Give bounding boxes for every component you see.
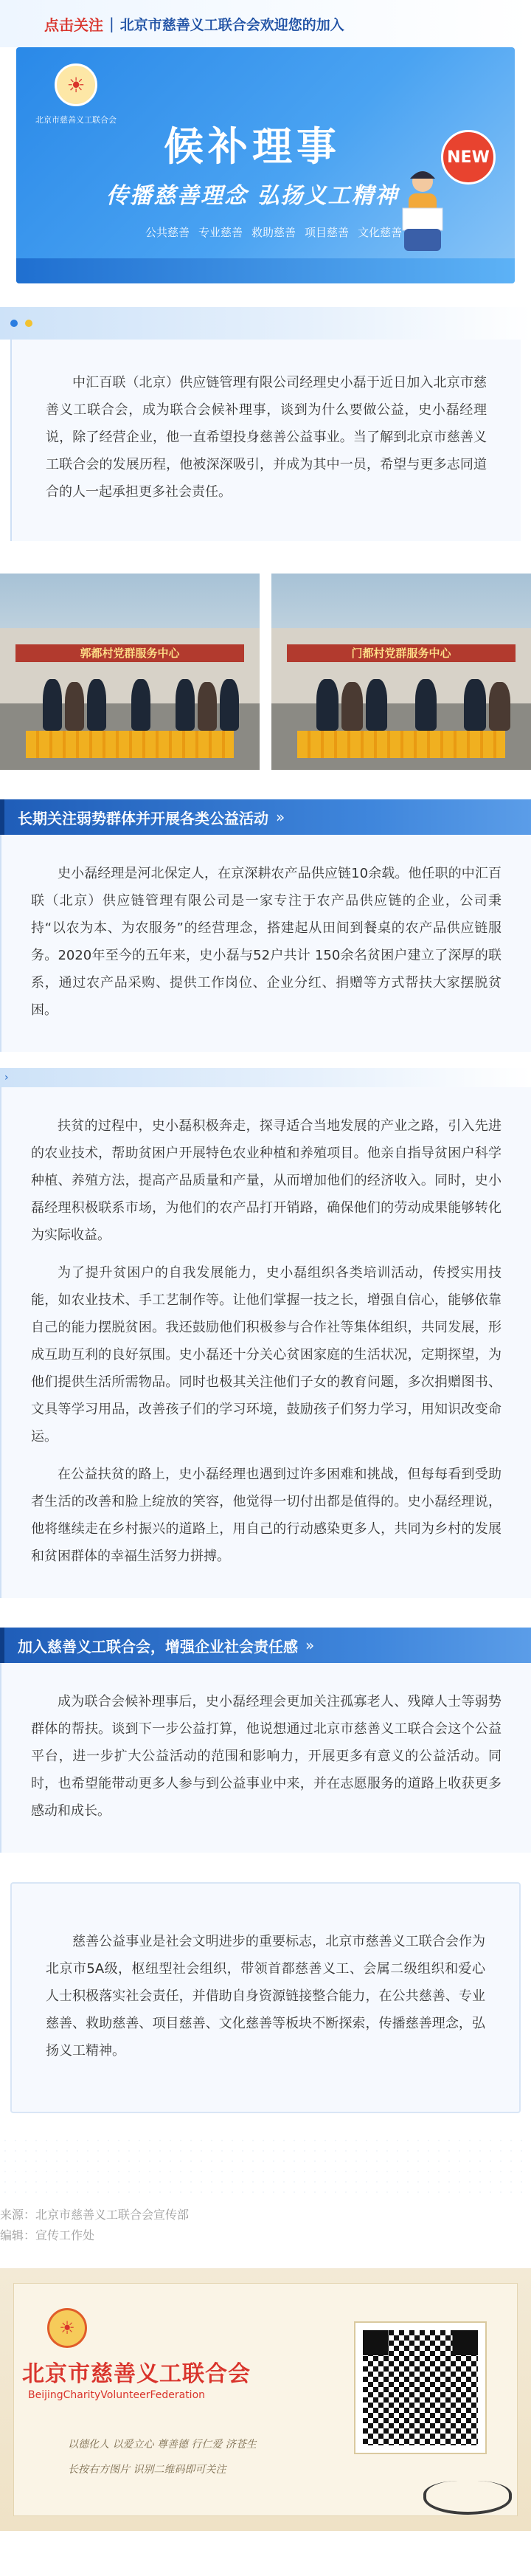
chevron-right-icon: » <box>305 1636 315 1654</box>
glasses-decoration <box>423 2481 512 2515</box>
section1-paragraph: 史小磊经理是河北保定人，在京深耕农产品供应链10余载。他任职的中汇百联（北京）供应链管理有限公司是一家专注于农产品供应链的企业，公司秉持“以农为本、为农服务”的经营理念，搭建起从田间到餐桌的农产品供应链服务。2020年至今的五年来，史小磊与52户共计 150余名贫困户建立了深厚的联系，通过农产品采购、提供工作岗位、企业分红、捐赠等方式帮扶大家摆脱贫困。 <box>31 866 502 1018</box>
footer-org-name: 北京市慈善义工联合会 <box>22 2361 251 2387</box>
banner-tag: 项目慈善 <box>305 226 350 239</box>
banner-slogan: 传播慈善理念 弘扬义工精神 <box>106 183 399 209</box>
section2-content <box>0 1087 531 1598</box>
banner-tag: 专业慈善 <box>198 226 243 239</box>
follow-link[interactable]: 点击关注 <box>44 16 103 34</box>
editor-credit: 编辑：宣传工作处 <box>0 2228 95 2242</box>
reading-person-illustration <box>382 165 463 254</box>
section1-content <box>0 835 531 1052</box>
banner-tag: 公共慈善 <box>145 226 190 239</box>
decor-mini-bar <box>0 1068 531 1087</box>
section2-paragraph: 扶贫的过程中，史小磊积极奔走，探寻适合当地发展的产业之路，引入先进的农业技术，帮助贫困户开展特色农业种植和养殖项目。他亲自指导贫困户科学种植、养殖方法，提高产品质量和产量，从而增加他们的经济收入。同时，史小磊经理积极联系市场，为他们的农产品打开销路，确保他们的劳动成果能够转化为实际收益。 <box>31 1118 502 1243</box>
banner-tags <box>145 224 402 240</box>
event-photo-left <box>0 574 260 770</box>
section3-content <box>0 1663 531 1853</box>
event-photos <box>0 574 531 770</box>
section-title: 长期关注弱势群体并开展各类公益活动 <box>18 809 268 827</box>
credits <box>0 2194 531 2246</box>
qr-code[interactable] <box>354 2321 487 2454</box>
hero-banner <box>16 47 515 283</box>
logo-text: 北京市慈善义工联合会 <box>35 115 117 125</box>
yellow-dot-icon <box>25 320 32 327</box>
section2-paragraph: 在公益扶贫的路上，史小磊经理也遇到过许多困难和挑战，但每每看到受助者生活的改善和脸上绽放的笑容，他觉得一切付出都是值得的。史小磊经理说，他将继续走在乡村振兴的道路上，用自己的行动感染更多人，共同为乡村的发展和贫困群体的幸福生活努力拼搏。 <box>31 1467 502 1564</box>
banner-strip <box>16 258 515 283</box>
separator: | <box>109 15 114 32</box>
org-emblem-icon: ☀ <box>55 63 97 106</box>
decor-dot-bar <box>0 307 531 340</box>
section-heading-2 <box>0 1628 531 1663</box>
banner-tag: 文化慈善 <box>358 226 403 239</box>
banner-tag: 救助慈善 <box>251 226 296 239</box>
org-emblem-icon: ☀ <box>47 2308 87 2348</box>
chevron-right-icon: » <box>276 808 285 826</box>
decor-pattern <box>0 2135 531 2194</box>
intro-paragraph: 中汇百联（北京）供应链管理有限公司经理史小磊于近日加入北京市慈善义工联合会，成为联合会候补理事，谈到为什么要做公益，史小磊经理说，除了经营企业，他一直希望投身慈善公益事业。当了解到北京市慈善义工联合会的发展历程，他被深深吸引，并成为其中一员，希望与更多志同道合的人一起承担更多社会责任。 <box>46 375 487 500</box>
source-credit: 来源：北京市慈善义工联合会宣传部 <box>0 2208 190 2222</box>
photo-sign: 门都村党群服务中心 <box>287 644 516 662</box>
footer-motto: 以德化人 以爱立心 尊善德 行仁爱 济苍生 <box>68 2439 257 2451</box>
photo-sign: 郭都村党群服务中心 <box>15 644 244 662</box>
chevron-right-icon: › <box>4 1072 9 1084</box>
top-follow-bar <box>0 0 531 47</box>
org-logo <box>28 63 124 152</box>
footer-card <box>0 2268 531 2531</box>
event-photo-right <box>271 574 531 770</box>
intro-card <box>10 340 521 541</box>
closing-card <box>10 1882 521 2113</box>
banner-title: 候补理事 <box>164 123 341 170</box>
blue-dot-icon <box>10 320 18 327</box>
footer-org-en: BeijingCharityVolunteerFederation <box>28 2389 206 2401</box>
new-badge: NEW <box>441 130 496 185</box>
welcome-text: 北京市慈善义工联合会欢迎您的加入 <box>119 16 344 33</box>
section-title: 加入慈善义工联合会，增强企业社会责任感 <box>18 1637 298 1656</box>
closing-paragraph: 慈善公益事业是社会文明进步的重要标志，北京市慈善义工联合会作为北京市5A级，枢纽型社会组织，带领首都慈善义工、会属二级组织和爱心人士积极落实社会责任，并借助自身资源链接整合能力，在公共慈善、专业慈善、救助慈善、项目慈善、文化慈善等板块不断探索，传播慈善理念，弘扬义工精神。 <box>46 1934 485 2059</box>
section3-paragraph: 成为联合会候补理事后，史小磊经理会更加关注孤寡老人、残障人士等弱势群体的帮扶。谈到下一步公益打算，他说想通过北京市慈善义工联合会这个公益平台，进一步扩大公益活动的范围和影响力，开展更多有意义的公益活动。同时，也希望能带动更多人参与到公益事业中来，并在志愿服务的道路上收获更多感动和成长。 <box>31 1694 502 1819</box>
footer-qr-hint: 长按右方图片 识别二维码即可关注 <box>68 2464 226 2476</box>
section2-paragraph: 为了提升贫困户的自我发展能力，史小磊组织各类培训活动，传授实用技能，如农业技术、手工艺制作等。让他们掌握一技之长，增强自信心，能够依靠自己的能力摆脱贫困。我还鼓励他们积极参与合作社等集体组织，共同发展，形成互助互利的良好氛围。史小磊还十分关心贫困家庭的生活状况，定期探望，为他们提供生活所需物品。同时也极其关注他们子女的教育问题，多次捐赠图书、文具等学习用品，改善孩子们的学习环境，鼓励孩子们努力学习，用知识改变命运。 <box>31 1265 502 1444</box>
section-heading-1 <box>0 799 531 835</box>
